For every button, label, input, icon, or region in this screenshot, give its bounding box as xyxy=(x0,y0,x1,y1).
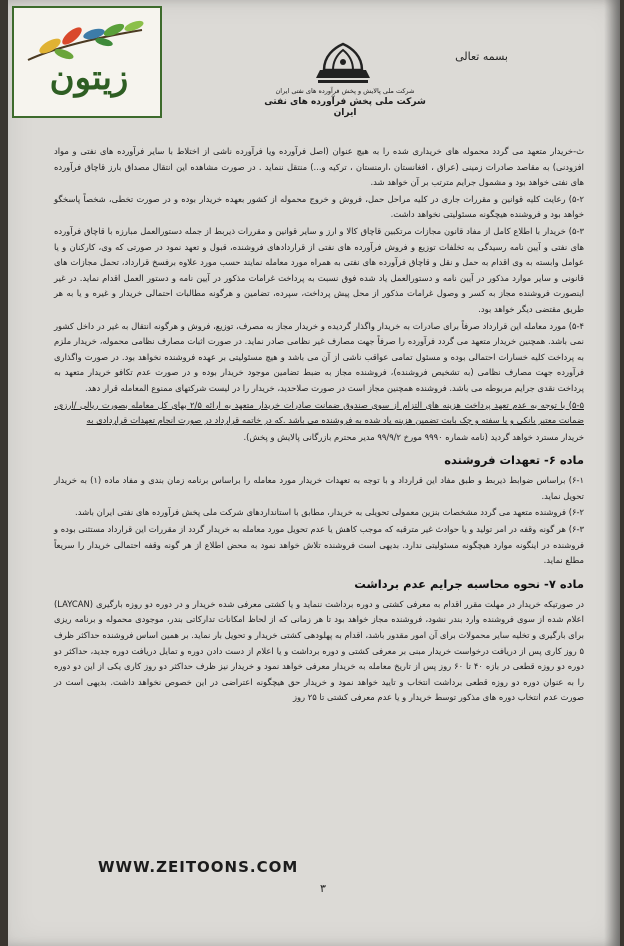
document-page xyxy=(8,0,620,946)
company-emblem-icon xyxy=(308,38,378,88)
paragraph-5-4: ۵-۴) مورد معامله این قرارداد صرفاً برای صادرات به خریدار واگذار گردیده و خریدار مجاز به مصرف، توزیع، فروش و هرگونه انتقال به غیر در داخل کشور نمی باشد. همچنین خریدار متعهد می گردد فرآورده را صرفاً جهت مصارف غیر نظامی صادر نماید. در صورت اثبات مصارف نظامی محموله، خریدار ملزم به پرداخت کلیه خسارات احتمالی بوده و مسئول تمامی عواقب ناشی از آن می باشد و هیچ مسئولیتی بر عهده فروشنده نخواهد بود. در صورت واگذاری فرآورده جهت مصارف نظامی (به تشخیص فروشنده)، فروشنده مجاز به ضبط تضامین موجود خریدار بوده و در صورت عدم تکافو خریدار متعهد به پرداخت نقدی جرایم مربوطه می باشد. فروشنده همچنین مجاز است در صورت صلاحدید، خریدار را در لیست شرکتهای ممنوع المعامله قرار دهد. xyxy=(54,320,584,393)
company-title: شرکت ملی پخش فرآورده های نفتی ایران xyxy=(264,97,426,118)
logo-text: زیتون xyxy=(49,58,129,98)
paragraph-7: در صورتیکه خریدار در مهلت مقرر اقدام به معرفی کشتی و دوره برداشت ننماید و یا کشتی معرفی شده خریدار و در دوره دو روزه بارگیری (LAYCAN) اعلام شده از سوی فروشنده وارد بندر نشود، فروشنده مجاز خواهد بود تا هر زمانی که از لحاظ امکانات تدارکاتی بندر، موجودی محموله و برنامه ریزی برای بارگیری و تخلیه سایر محمولات برای آن امور مقدور باشد، اقدام به پهلودهی کشتی خریدار و تحویل بار نماید. بر همین اساس فروشنده حداکثر ظرف ۵ روز کاری پس از دریافت درخواست خریدار مبنی بر معرفی کشتی و دوره برداشت و یا اعلام از دست دادن دوره و تمایل دریافت دوره جدید، حداکثر دو دوره دو روزه قطعی در بازه ۴۰ تا ۶۰ روز پس از تاریخ معامله به خریدار معرفی خواهد نمود و خریدار نیز ظرف حداکثر دو روز کاری یکی از این دو دوره را به عنوان دوره دو روزه قطعی برداشت انتخاب و تایید خواهد نمود و خریدار حق هیچگونه اعتراضی در این خصوص نخواهد داشت. بدیهی است در صورت عدم انتخاب دوره های مذکور توسط خریدار و یا عدم معرفی کشتی تا ۲۵ روز xyxy=(54,598,584,703)
paragraph-5-5-end: خریدار مسترد خواهد گردید (نامه شماره ۹۹۹۰ مورخ ۹۹/۹/۲ مدیر محترم بازرگانی پالایش و پخش). xyxy=(243,431,584,442)
page-edge-shadow xyxy=(604,0,620,946)
article-7-heading: ماده ۷- نحوه محاسبه جرایم عدم برداشت xyxy=(354,576,584,591)
paragraph-6-1: ۶-۱) براساس ضوابط ذیربط و طبق مفاد این قرارداد و با توجه به تعهدات خریدار مورد معامله را براساس برنامه زمان بندی و مفاد ماده (۱) به خریدار تحویل نماید. xyxy=(54,475,584,501)
company-name xyxy=(260,86,430,119)
basmala: بسمه تعالی xyxy=(455,50,508,63)
paragraph-intro: ث-خریدار متعهد می گردد محموله های خریداری شده را به هیچ عنوان (اصل فرآورده ویا فرآورده ناشی از اختلاط با سایر فرآورده های نفتی و مواد افزودنی) به مقاصد صادرات زمینی (عراق ، افغانستان ،ارمنستان ، ترکیه و...) منتقل ننماید . در صورت مشاهده این انتقال مصداق بارز قاچاق فرآورده های نفتی خواهد بود و مشمول جرایم مترتب بر آن خواهد شد. xyxy=(54,146,584,188)
paragraph-5-2: ۵-۲) رعایت کلیه قوانین و مقررات جاری در کلیه مراحل حمل، فروش و خروج محموله از کشور بعهده خریدار بوده و در صورت تخطی، شخصاً پاسخگو خواهد بود و فروشنده هیچگونه مسئولیتی نخواهد داشت. xyxy=(54,193,584,220)
paragraph-6-3: ۶-۳) هر گونه وقفه در امر تولید و یا حوادث غیر مترقبه که موجب کاهش یا عدم تحویل مورد معامله به خریدار گردد از مقررات این قرارداد مستثنی بوده و فروشنده در اینگونه موارد هیچگونه مسئولیتی ندارد. بدیهی است فروشنده تلاش خواهد نمود به محض اطلاع از هر گونه وقفه احتمالی خریدار را سریعاً مطلع نماید. xyxy=(54,524,584,566)
page-number: ۳ xyxy=(320,882,326,895)
paragraph-5-3: ۵-۳) خریدار با اطلاع کامل از مفاد قانون مجازات مرتکبین قاچاق کالا و ارز و سایر قوانین و مقررات ذیربط از جمله دستورالعمل مبارزه با قاچاق فرآورده های نفتی و آیین نامه رسیدگی به تخلفات توزیع و فروش فرآورده های نفتی از قراردادهای فروشنده، قبول و تعهد نمود در صورتی که وی، کارکنان و یا عوامل وابسته به وی اقدام به حمل و نقل و قاچاق فرآورده های نفتی به همراه مورد معامله نمایند حسب مورد علاوه برفسخ قرارداد، تحمل مجازات های قانونی و سایر موارد مذکور در آیین نامه و دستورالعمل یاد شده فوق نسبت به پرداخت غرامات مذکور در آیین نامه و دستور العمل اقدام نماید. در غیر اینصورت فروشنده مجاز به کسر و وصول غرامات مذکور از محل پیش پرداخت، سپرده، تضامین و هرگونه مطالبات احتمالی خریدار و غیره و یا به هر طریق مقتضی دیگر خواهد بود. xyxy=(54,225,584,314)
paragraph-6-2: ۶-۲) فروشنده متعهد می گردد مشخصات بنزین معمولی تحویلی به خریدار، مطابق با استانداردهای شرکت ملی پخش فرآورده های نفتی ایران باشد. xyxy=(75,507,584,518)
site-logo[interactable] xyxy=(12,6,162,118)
paragraph-5-5: ۵-۵) با توجه به عدم تعهد پرداخت هزینه های التزام از سوی صندوق ضمانت صادرات خریدار متعهد به ارائه ۲/۵ بهای کل معامله بصورت ریالی /ارزی، ضمانت معتبر بانکی و یا سفته و چک بابت تضمین هزینه یاد شده به فروشنده می باشد .که در خاتمه قرارداد در صورت انجام تعهدات قراردادی به xyxy=(54,399,584,426)
website-watermark: WWW.ZEITOONS.COM xyxy=(98,858,299,876)
document-body xyxy=(54,144,584,707)
company-subtitle: شرکت ملی پالایش و پخش فرآورده های نفتی ایران xyxy=(275,87,415,95)
article-6-heading: ماده ۶- تعهدات فروشنده xyxy=(444,453,584,468)
